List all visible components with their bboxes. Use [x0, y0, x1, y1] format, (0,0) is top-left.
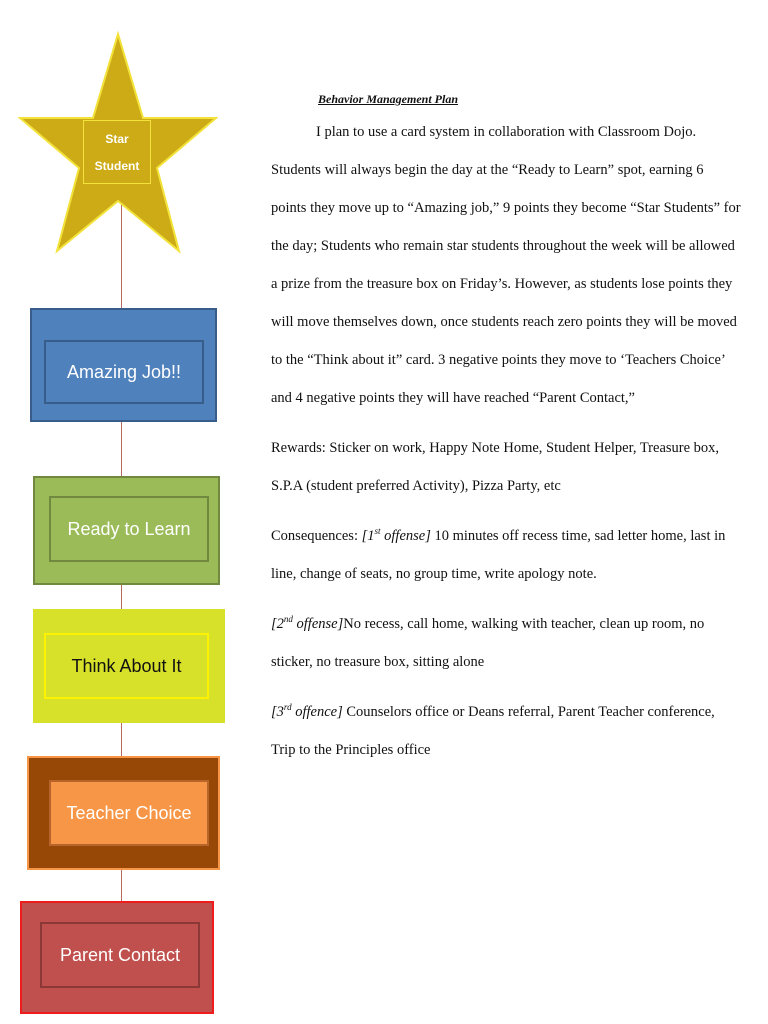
- third-offense-ordinal: rd: [283, 702, 292, 713]
- star-label-line2: Student: [94, 158, 140, 173]
- ready-to-learn-card: [33, 476, 220, 585]
- amazing-job-label: Amazing Job!!: [44, 340, 204, 404]
- third-offense-open: [3: [271, 704, 284, 720]
- think-about-it-label: Think About It: [44, 633, 209, 699]
- rewards-paragraph: Rewards: Sticker on work, Happy Note Home, Student Helper, Treasure box, S.P.A (student preferred Activity), Pizza Party, etc: [271, 440, 720, 494]
- think-about-it-card: [33, 609, 225, 723]
- consequences-label: Consequences:: [271, 528, 358, 544]
- first-offense-ordinal: st: [374, 526, 381, 537]
- second-offense-close: offense]: [292, 616, 344, 632]
- first-offense-open: [1: [361, 528, 375, 544]
- second-offense-open: [2: [271, 616, 284, 632]
- star-label-line1: Star: [105, 131, 129, 146]
- parent-contact-label: Parent Contact: [40, 922, 200, 988]
- second-offense-ordinal: nd: [283, 614, 293, 625]
- teacher-choice-label: Teacher Choice: [49, 780, 209, 846]
- parent-contact-card: [20, 901, 214, 1014]
- consequences-second-paragraph: [271, 605, 741, 681]
- document-title: Behavior Management Plan: [318, 92, 459, 106]
- consequences-first-paragraph: [271, 517, 741, 593]
- second-offense-tag: [271, 616, 343, 632]
- star-student-shape: [18, 30, 218, 255]
- first-offense-close: offense]: [380, 528, 431, 544]
- intro-paragraph: I plan to use a card system in collaboration with Classroom Dojo. Students will always begin the day at the “Ready to Learn” spot, earning 6 points they move up to “Amazing job,” 9 points they become “Star Students” for the day; Students who remain star students throughout the week will be allowed a prize from the treasure box on Friday’s. However, as students lose points they will move themselves down, once students reach zero points they will be moved to the “Think about it” card. 3 negative points they move to ‘Teachers Choice’ and 4 negative points they will have reached “Parent Contact,”: [271, 124, 741, 406]
- amazing-job-card: [30, 308, 217, 422]
- third-offense-tag: [271, 704, 343, 720]
- first-offense-text: 10 minutes off recess time, sad letter home, last in line, change of seats, no group time, write apology note.: [271, 528, 726, 582]
- document-body: [271, 92, 741, 769]
- third-offense-text: Counselors office or Deans referral, Parent Teacher conference, Trip to the Principles office: [271, 704, 715, 758]
- third-offense-close: offence]: [291, 704, 343, 720]
- ready-to-learn-label: Ready to Learn: [49, 496, 209, 562]
- first-offense-tag: [362, 528, 431, 544]
- teacher-choice-card: [27, 756, 220, 870]
- consequences-third-paragraph: [271, 693, 741, 769]
- second-offense-text: No recess, call home, walking with teacher, clean up room, no sticker, no treasure box, sitting alone: [271, 616, 705, 670]
- star-student-label: [83, 120, 151, 184]
